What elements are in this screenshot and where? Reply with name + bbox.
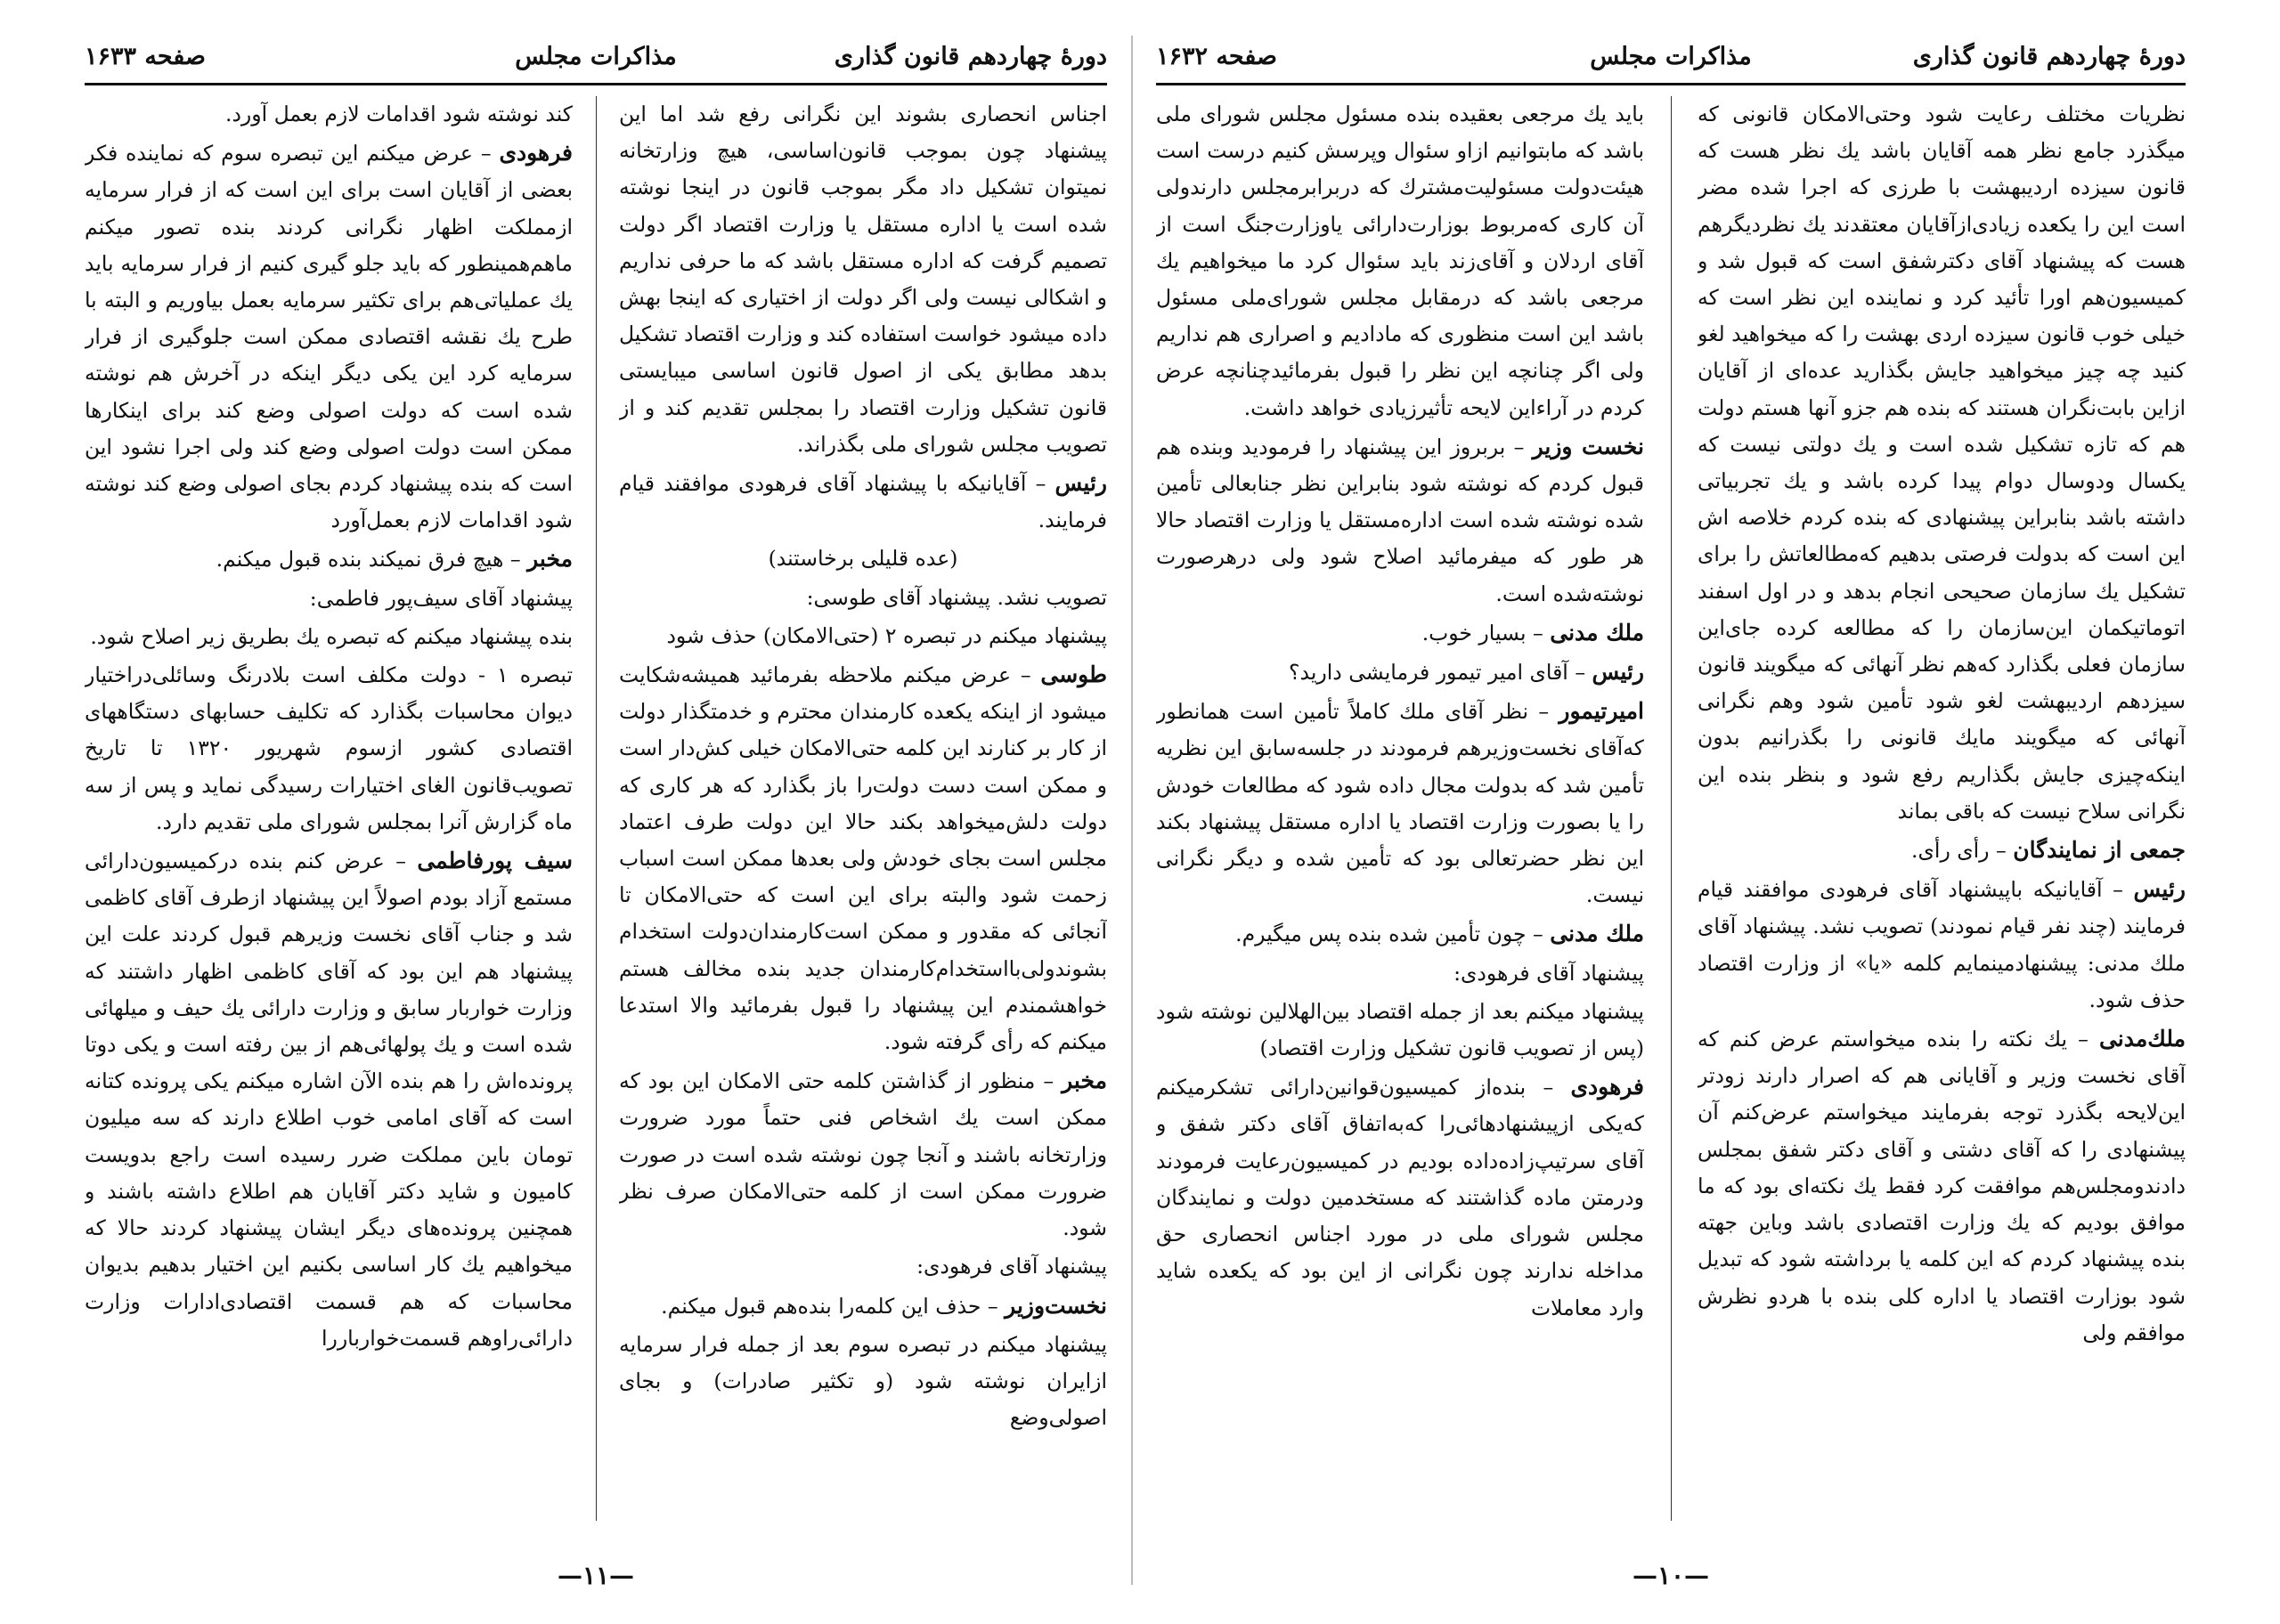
paragraph-text: هیچ فرق نمیکند بنده قبول میکنم. [216, 547, 504, 572]
speaker-name: ملك مدنی [1550, 921, 1644, 947]
paragraph [1156, 994, 1644, 1067]
paragraph-text: آقایانیکه باپیشنهاد آقای فرهودی موافقند قیام فرمایند (چند نفر قیام نمودند) تصویب نشد. پیشنهاد آقای ملك مدنی: پیشنهادمینمایم کلمه «یا» از وزارت اقتصاد حذف شود. [1698, 877, 2186, 1012]
speech-paragraph: رئیس – آقایانیکه باپیشنهاد آقای فرهودی موافقند قیام فرمایند (چند نفر قیام نمودند) تصویب نشد. پیشنهاد آقای ملك مدنی: پیشنهادمینمایم کلمه «یا» از وزارت اقتصاد حذف شود. [1698, 876, 2186, 1012]
paragraph-text: حذف این کلمه‌را بنده‌هم قبول میکنم. [661, 1293, 981, 1319]
left-page [85, 27, 1107, 1612]
speaker-name: جمعی از نمایندگان [2013, 837, 2186, 864]
running-title: مذاکرات مجلس [1590, 43, 1752, 70]
paragraph-text: اجناس انحصاری بشوند این نگرانی رفع شد اما این پیشنهاد چون بموجب قانون‌اساسی، هیچ وزارتخانه نمیتوان تشکیل داد مگر بموجب قانون در اینجا نوشته شده است یا اداره مستقل یا وزارت اقتصاد اگر دولت تصمیم گرفت که اداره مستقل باشد که ما حرفی نداریم و اشکالی نیست ولی اگر دولت از اختیاری که اینجا بهش داده میشود خواست استفاده کند و وزارت اقتصاد تشکیل بدهد مطابق یکی از اصول قانون اساسی میبایستی قانون تشکیل وزارت اقتصاد را بمجلس تقدیم کند و از تصویب مجلس شورای ملی بگذراند. [619, 102, 1107, 457]
speaker-name: مخبر [1062, 1068, 1107, 1094]
paragraph [619, 1327, 1107, 1437]
paragraph-text: چون تأمین شده بنده پس میگیرم. [1235, 922, 1527, 947]
speaker-name: ملك‌مدنی [2098, 1026, 2186, 1052]
speech-paragraph: مخبر – منظور از گذاشتن کلمه حتی الامکان این بود که ممکن است یك اشخاص فنی حتماً مورد ضرورت وزارتخانه باشند و آنجا چون نوشته شده است در صورت ضرورت ممکن است از کلمه حتی‌الامکان صرف نظر شود. [619, 1068, 1107, 1241]
paragraph-text: پیشنهاد آقای فرهودی: [1454, 960, 1644, 986]
column-divider [596, 96, 597, 1521]
paragraph [619, 1248, 1107, 1285]
paragraph-text: پیشنهاد میکنم بعد از جمله اقتصاد بین‌الهلالین نوشته شود (پس از تصویب قانون تشکیل وزارت اقتصاد) [1156, 998, 1644, 1061]
paragraph-text: منظور از گذاشتن کلمه حتی الامکان این بود که ممکن است یك اشخاص فنی حتماً مورد ضرورت وزارتخانه باشند و آنجا چون نوشته شده است در صورت ضرورت ممکن است از کلمه حتی‌الامکان صرف نظر شود. [619, 1068, 1107, 1241]
speaker-name: نخست‌وزیر [1005, 1292, 1107, 1319]
paragraph [85, 96, 573, 133]
page-number: صفحه ۱۶۳۲ [1156, 43, 1277, 70]
speech-paragraph: ملك مدنی – چون تأمین شده بنده پس میگیرم. [1235, 921, 1644, 947]
running-title: مذاکرات مجلس [515, 43, 677, 70]
text-column [1698, 96, 2186, 1521]
paragraph-text: یك نکته را بنده میخواستم عرض کنم که آقای نخست وزیر و آقایانی هم که اصرار دارند زودتر این‌لایحه بگذرد توجه بفرمایند میخواستم عرض‌کنم آن پیشنهادی را که آقای دشتی و آقای دکتر شفق بمجلس دادندو‌مجلس‌هم موافقت کرد فقط یك نکته‌ای بود که ما موافق بودیم که یك وزارت اقتصادی باشد وباین جهته بنده پیشنهاد کردم که این کلمه یا برداشته شود که تبدیل شود بوزارت اقتصاد یا اداره کلی بنده با هردو نظرش موافقم ولی [1698, 1027, 2186, 1345]
speaker-name: رئیس [1592, 659, 1644, 686]
paragraph [85, 657, 573, 840]
paragraph [85, 619, 573, 655]
paragraph-text: بسیار خوب. [1421, 620, 1527, 646]
left-page-header [85, 36, 1107, 85]
speech-paragraph: نخست وزیر – بربروز این پیشنهاد را فرمودید وبنده هم قبول کردم که نوشته شود بنابراین نظر جنابعالی تأمین شده نوشته شده است اداره‌مستقل یا وزارت اقتصاد حالا هر طور که میفرمائید اصلاح شود ولی درهرصورت نوشته‌شده است. [1156, 433, 1644, 606]
session-title: دورهٔ چهاردهم قانون گذاری [834, 43, 1107, 70]
speaker-name: فرهودی [1570, 1074, 1644, 1100]
speech-paragraph: ملك مدنی – بسیار خوب. [1421, 619, 1644, 646]
paragraph-text: (عده قلیلی برخاستند) [768, 546, 958, 572]
paragraph-text: پیشنهاد میکنم در تبصره ۲ (حتی‌الامکان) حذف شود [666, 622, 1107, 648]
speaker-name: فرهودی [499, 140, 573, 166]
paragraph-text: تصویب نشد. پیشنهاد آقای طوسی: [806, 584, 1107, 610]
paragraph-text: پیشنهاد میکنم در تبصره سوم بعد از جمله فرار سرمایه ازایران نوشته شود (و تکثیر صادرات) و بجای اصولی‌وضع [619, 1331, 1107, 1431]
speech-paragraph: نخست‌وزیر – حذف این کلمه‌را بنده‌هم قبول میکنم. [661, 1292, 1107, 1319]
paragraph-text: نظر آقای ملك کاملاً تأمین است همانطور که‌آقای نخست‌وزیر‌هم فرمودند در جلسه‌سابق این نظریه تأمین شد که بدولت مجال داده شود که مطالعات خودش را یا بصورت وزارت اقتصاد یا اداره مستقل پیشنهاد بکند این نظر حضرتعالی بود که تأمین شده و دیگر نگرانی نیست. [1156, 699, 1644, 908]
text-column [1156, 96, 1644, 1521]
paragraph [85, 581, 573, 617]
paragraph-text: آقای امیر تیمور فرمایشی دارید؟ [1289, 660, 1568, 686]
paragraph-text: عرض کنم بنده درکمیسیون‌دارائی مستمع آزاد بودم اصولاً این پیشنهاد ازطرف آقای کاظمی شد و جناب آقای نخست وزیرهم قبول کردند علت این پیشنهاد هم این بود که آقای کاظمی اظهار داشتند که وزارت خواربار سابق و وزارت دارائی یك حیف و میلهائی شده است و یك پولهائی‌هم از بین رفته است و یکی دوتا پرونده‌اش را هم بنده الآن اشاره میکنم یکی پرونده کتانه است که آقای امامی خوب اطلاع دارند که سه میلیون تومان باین مملکت ضرر رسیده است راجع بدویست کامیون و شاید دکتر آقایان هم اطلاع داشته باشند و همچنین پرونده‌های دیگر ایشان پیشنهاد کردند حالا که میخواهیم یك کار اساسی بکنیم این اختیار بدهیم بدیوان محاسبات که هم قسمت اقتصادی‌ادارات وزارت دارائی‌راوهم قسمت‌خواربار‌را [85, 849, 573, 1351]
page-folio: —۱۱— [557, 1561, 635, 1590]
text-column [85, 96, 573, 1521]
text-column [619, 96, 1107, 1521]
right-page-header [1156, 36, 2186, 85]
speech-paragraph: جمعی از نمایندگان – رأی رأی. [1911, 837, 2186, 864]
speech-paragraph: رئیس – آقایانیکه با پیشنهاد آقای فرهودی موافقند قیام فرمایند. [619, 470, 1107, 533]
paragraph [619, 96, 1107, 463]
paragraph-text: نظریات مختلف رعایت شود وحتی‌الامکان قانونی که میگذرد جامع نظر همه آقایان باشد یك نظر هست که قانون سیزده اردیبهشت با طرزی که اجرا شده مضر است این را یکعده زیادی‌ازآقایان معتقدند یك نظردیگرهم هست که پیشنهاد آقای دکترشفق است که قبول شد و کمیسیون‌هم اورا تأئید کرد و نماینده این نظر است که خیلی خوب قانون سیزده اردی بهشت را که میخواهید لغو کنید چه چیز میخواهید جایش بگذارید عده‌ای از آقایان ازاین بابت‌نگران هستند که بنده هم جزو آنها هستم دولت هم که تازه تشکیل شده است و یك دولتی نیست که یکسال ودوسال دوام پیدا کرده باشد و یك تجربیاتی داشته باشد بنابراین پیشنهادی که بنده کردم خلاصه اش این است که بدولت فرصتی بدهیم که‌مطالعاتش را برای تشکیل یك سازمان صحیحی انجام بدهد و در اول اسفند اتوماتیکمان این‌سازمان را که مطالعه کرده جای‌این سازمان فعلی بگذارد که‌هم نظر آنهائی که میگویند قانون سیزدهم اردیبهشت لغو شود تأمین شود وهم نگرانی آنهائی که میگویند مایك قانونی را بگذرانیم بدون اینکه‌چیزی جایش بگذاریم رفع شود و بنظر بنده این نگرانی سلاح نیست که باقی بماند [1698, 102, 2186, 824]
session-title: دورهٔ چهاردهم قانون گذاری [1912, 43, 2186, 70]
speech-paragraph: سیف پورفاطمی – عرض کنم بنده درکمیسیون‌دارائی مستمع آزاد بودم اصولاً این پیشنهاد ازطرف آقای کاظمی شد و جناب آقای نخست وزیرهم قبول کردند علت این پیشنهاد هم این بود که آقای کاظمی اظهار داشتند که وزارت خواربار سابق و وزارت دارائی یك حیف و میلهائی شده است و یك پولهائی‌هم از بین رفته است و یکی دوتا پرونده‌اش را هم بنده الآن اشاره میکنم یکی پرونده کتانه است که آقای امامی خوب اطلاع دارند که سه میلیون تومان باین مملکت ضرر رسیده است راجع بدویست کامیون و شاید دکتر آقایان هم اطلاع داشته باشند و همچنین پرونده‌های دیگر ایشان پیشنهاد کردند حالا که میخواهیم یك کار اساسی بکنیم این اختیار بدهیم بدیوان محاسبات که هم قسمت اقتصادی‌ادارات وزارت دارائی‌راوهم قسمت‌خواربار‌را [85, 848, 573, 1351]
right-page [1156, 27, 2186, 1612]
speaker-name: سیف پورفاطمی [417, 848, 573, 874]
paragraph-text: پیشنهاد آقای فرهودی: [916, 1254, 1107, 1279]
page-number: صفحه ۱۶۳۳ [85, 43, 206, 70]
paragraph-text: آقایانیکه با پیشنهاد آقای فرهودی موافقند قیام فرمایند. [619, 471, 1107, 533]
paragraph-text: عرض میکنم این تبصره سوم که نماینده فکر بعضی از آقایان است برای این است که از فرار سرمایه ازمملکت اظهار نگرانی کردند بنده تصور میکنم ماهم‌همینطور که باید جلو گیری کنیم از فرار سرمایه باید یك عملیاتی‌هم برای تکثیر سرمایه بعمل بیاوریم و البته با طرح یك نقشه اقتصادی ممکن است جلوگیری از فرار سرمایه کرد این یکی دیگر اینکه در آخرش هم نوشته شده است که دولت اصولی وضع کند برای اینکارها ممکن است دولت اصولی وضع کند ولی اجرا نشود این است که بنده پیشنهاد کردم بجای اصولی وضع کند نوشته شود اقدامات لازم بعمل‌آورد [85, 141, 573, 533]
spread-gutter [1131, 36, 1133, 1585]
speaker-name: مخبر [527, 546, 573, 572]
paragraph [1698, 96, 2186, 830]
speaker-name: امیرتیمور [1559, 698, 1644, 725]
paragraph-text: بنده پیشنهاد میکنم که تبصره یك بطریق زیر اصلاح شود. [90, 623, 573, 649]
speech-paragraph: امیرتیمور – نظر آقای ملك کاملاً تأمین است همانطور که‌آقای نخست‌وزیر‌هم فرمودند در جلسه‌سابق این نظریه تأمین شد که بدولت مجال داده شود که مطالعات خودش را یا بصورت وزارت اقتصاد یا اداره مستقل پیشنهاد بکند این نظر حضرتعالی بود که تأمین شده و دیگر نگرانی نیست. [1156, 698, 1644, 908]
speaker-name: رئیس [2133, 876, 2186, 903]
paragraph [619, 580, 1107, 616]
paragraph-text: بربروز این پیشنهاد را فرمودید وبنده هم قبول کردم که نوشته شود بنابراین نظر جنابعالی تأمین شده نوشته شده است اداره‌مستقل یا وزارت اقتصاد حالا هر طور که میفرمائید اصلاح شود ولی درهرصورت نوشته‌شده است. [1156, 434, 1644, 606]
speech-paragraph: مخبر – هیچ فرق نمیکند بنده قبول میکنم. [216, 546, 573, 572]
speech-paragraph: ملك‌مدنی – یك نکته را بنده میخواستم عرض کنم که آقای نخست وزیر و آقایانی هم که اصرار دارند زودتر این‌لایحه بگذرد توجه بفرمایند میخواستم عرض‌کنم آن پیشنهادی را که آقای دشتی و آقای دکتر شفق بمجلس دادندو‌مجلس‌هم موافقت کرد فقط یك نکته‌ای بود که ما موافق بودیم که یك وزارت اقتصادی باشد وباین جهته بنده پیشنهاد کردم که این کلمه یا برداشته شود که تبدیل شود بوزارت اقتصاد یا اداره کلی بنده با هردو نظرش موافقم ولی [1698, 1026, 2186, 1345]
speaker-name: ملك مدنی [1550, 619, 1644, 646]
paragraph [1156, 955, 1644, 992]
speech-paragraph: طوسی – عرض میکنم ملاحظه بفرمائید همیشه‌شکایت میشود از اینکه یکعده کارمندان محترم و خدمتگذار دولت از کار بر کنارند این کلمه حتی‌الامکان خیلی کش‌دار است و ممکن است دست دولت‌را باز بگذارد که هر کاری که دولت دلش‌میخواهد بکند حالا این دولت طرف اعتماد مجلس است بجای خودش ولی بعدها ممکن است اسباب زحمت شود والبته برای این است که حتی‌الامکان تا آنجائی که مقدور و ممکن است‌کارمندان‌دولت استخدام بشوند‌ولی‌بااستخدام‌کارمندان جدید بنده مخالف هستم خواهشمندم این پیشنهاد را قبول بفرمائید والا استدعا میکنم که رأی گرفته شود. [619, 662, 1107, 1055]
paragraph-text: عرض میکنم ملاحظه بفرمائید همیشه‌شکایت میشود از اینکه یکعده کارمندان محترم و خدمتگذار دولت از کار بر کنارند این کلمه حتی‌الامکان خیلی کش‌دار است و ممکن است دست دولت‌را باز بگذارد که هر کاری که دولت دلش‌میخواهد بکند حالا این دولت طرف اعتماد مجلس است بجای خودش ولی بعدها ممکن است اسباب زحمت شود والبته برای این است که حتی‌الامکان تا آنجائی که مقدور و ممکن است‌کارمندان‌دولت استخدام بشوند‌ولی‌بااستخدام‌کارمندان جدید بنده مخالف هستم خواهشمندم این پیشنهاد را قبول بفرمائید والا استدعا میکنم که رأی گرفته شود. [619, 662, 1107, 1055]
page-folio: —۱۰— [1632, 1561, 1710, 1590]
paragraph-text: رأی رأی. [1911, 838, 1990, 864]
speaker-name: طوسی [1040, 662, 1107, 688]
paragraph-text: کند نوشته شود اقدامات لازم بعمل آورد. [224, 102, 573, 126]
speaker-name: رئیس [1054, 470, 1107, 497]
paragraph [1156, 96, 1644, 426]
paragraph-text: بنده‌از کمیسیون‌قوانین‌دارائی تشکر‌میکنم که‌یکی ازپیشنهادهائی‌را که‌به‌اتفاق آقای دکتر شفق و آقای سرتیپ‌زاده‌داده بودیم در کمیسیون‌رعایت فرمودند ودرمتن ماده گذاشتند که مستخدمین دولت و نمایندگان مجلس شورای ملی در مورد اجناس انحصاری حق مداخله ندارند چون نگرانی از این بود که یکعده شاید وارد معاملات [1156, 1075, 1644, 1320]
paragraph-text: تبصره ۱ - دولت مکلف است بلادرنگ وسائلی‌دراختیار دیوان محاسبات بگذارد که تکلیف حسابهای دستگاههای اقتصادی کشور ازسوم شهریور ۱۳۲۰ تا تاریخ تصویب‌قانون الغای اختیارات رسیدگی نماید و پس از سه ماه گزارش آنرا بمجلس شورای ملی تقدیم دارد. [85, 662, 573, 834]
column-divider [1671, 96, 1672, 1521]
speech-paragraph: رئیس – آقای امیر تیمور فرمایشی دارید؟ [1289, 659, 1644, 686]
paragraph-text: پیشنهاد آقای سیف‌پور فاطمی: [309, 585, 573, 611]
speech-paragraph: فرهودی – بنده‌از کمیسیون‌قوانین‌دارائی تشکر‌میکنم که‌یکی ازپیشنهادهائی‌را که‌به‌اتفاق آقای دکتر شفق و آقای سرتیپ‌زاده‌داده بودیم در کمیسیون‌رعایت فرمودند ودرمتن ماده گذاشتند که مستخدمین دولت و نمایندگان مجلس شورای ملی در مورد اجناس انحصاری حق مداخله ندارند چون نگرانی از این بود که یکعده شاید وارد معاملات [1156, 1074, 1644, 1320]
paragraph [619, 618, 1107, 654]
paragraph [619, 540, 1107, 577]
speech-paragraph: فرهودی – عرض میکنم این تبصره سوم که نماینده فکر بعضی از آقایان است برای این است که از فرار سرمایه ازمملکت اظهار نگرانی کردند بنده تصور میکنم ماهم‌همینطور که باید جلو گیری کنیم از فرار سرمایه باید یك عملیاتی‌هم برای تکثیر سرمایه بعمل بیاوریم و البته با طرح یك نقشه اقتصادی ممکن است جلوگیری از فرار سرمایه کرد این یکی دیگر اینکه در آخرش هم نوشته شده است که دولت اصولی وضع کند برای اینکارها ممکن است دولت اصولی وضع کند ولی اجرا نشود این است که بنده پیشنهاد کردم بجای اصولی وضع کند نوشته شود اقدامات لازم بعمل‌آورد [85, 140, 573, 533]
paragraph-text: باید یك مرجعی بعقیده بنده مسئول مجلس شورای ملی باشد که مابتوانیم ازاو سئوال وپرسش کنیم درست است هیئت‌دولت مسئولیت‌مشترك که دربرابرمجلس دارندولی آن کاری که‌مربوط بوزارت‌دارائی یاوزارت‌جنگ است از آقای اردلان و آقای‌زند باید سئوال کرد ما میخواهیم یك مرجعی باشد که درمقابل مجلس شورای‌ملی مسئول باشد این است منظوری که مادادیم و اصراری هم نداریم ولی اگر چنانچه این نظر را قبول بفرمائیدچنانچه عرض کردم در آراءاین لایحه تأثیرزیادی خواهد داشت. [1156, 102, 1644, 420]
speaker-name: نخست وزیر [1532, 433, 1644, 459]
